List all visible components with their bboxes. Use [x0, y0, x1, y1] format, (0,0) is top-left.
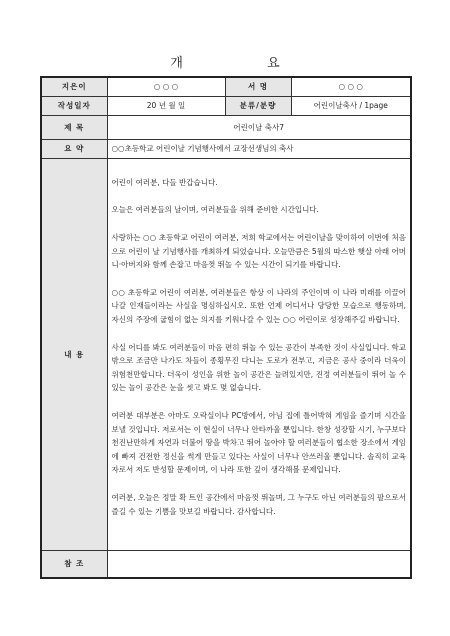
reference-label: 참 조: [41, 550, 107, 578]
author-value: ○ ○ ○: [107, 77, 225, 96]
reference-row: [41, 550, 411, 578]
title-row: [41, 115, 411, 139]
content-row: [41, 158, 411, 550]
content-paragraph: 어린이 여러분, 다들 반갑습니다.: [111, 177, 218, 187]
author-label: 지은이: [41, 77, 107, 96]
content-label: 내 용: [41, 158, 107, 550]
category-value: 어린이날축사 / 1page: [291, 96, 411, 115]
title-value: 어린이날 축사7: [107, 115, 411, 139]
content-paragraph: 여러분, 오늘은 정말 확 트인 공간에서 마음껏 뛰놀며, 그 누구도 아닌 여러분들의 팔으로서 즐길 수 있는 기쁨을 맛보길 바랍니다. 감사합니다.: [111, 492, 406, 516]
title-label: 제 목: [41, 115, 107, 139]
content-paragraph: 여러분 대부분은 아마도 오락실이나 PC방에서, 아님 집에 틀어박혀 게임을 즐기며 시간을 보낼 것입니다. 저로서는 이 현실이 너무나 안타까울 뿐입니다. 한창 성장할 시기, 누구보다 천진난만하게 자연과 더불어 땅을 박차고 뛰어 놀아야 할 여러분들이 협소한 장소에서 게임에 빠져 건전한 정신을 썩게 만들고 있다는 사실이 너무나 안쓰러울 뿐입니다. 솔직히 교육자로서 저도 반성할 문제이며, 이 나라 또한 깊이 생각해볼 문제입니다.: [111, 410, 406, 475]
content-paragraph: 사랑하는 ○○ 초등학교 어린이 여러분, 저희 학교에서는 어린이날을 맞이하여 이번에 처음으로 어린이 날 기념행사를 개최하게 되었습니다. 오늘만큼은 5월의 따스한 햇살 아래 어머니·아버지와 함께 손잡고 마음껏 뛰놀 수 있는 시간이 되기를 바랍니다.: [111, 233, 406, 270]
content-paragraph: ○○ 초등학교 어린이 여러분, 여러분들은 항상 이 나라의 주인이며 이 나라 미래를 이끌어나갈 인재들이라는 사실을 명심하십시오. 또한 언제 어디서나 당당한 모습으로 행동하며, 자신의 주장에 굽힘이 없는 의지를 키워나갈 수 있는 ○○ 어린이로 성장해주길 바랍니다.: [111, 287, 406, 325]
book-name-label: 서 명: [225, 77, 291, 96]
reference-value: [107, 550, 411, 578]
date-label: 작성일자: [41, 96, 107, 115]
content-paragraph: 사실 어디를 봐도 여러분들이 마음 편히 뛰놀 수 있는 공간이 부족한 것이 사실입니다. 학교 밖으로 조금만 나가도 차들이 종횡무진 다니는 도로가 전부고, 지금은 공사 중이라 더욱이 위험천만합니다. 더욱이 성인을 위한 놀이 공간은 늘려있지만, 진정 여러분들이 뛰어 놀 수 있는 놀이 공간은 눈을 씻고 봐도 몇 없습니다.: [111, 342, 406, 393]
summary-label: 요 약: [41, 139, 107, 158]
book-name-value: ○ ○ ○: [291, 77, 411, 96]
category-label: 분류/분량: [225, 96, 291, 115]
content-paragraph: 오늘은 여러분들의 날이며, 여러분들을 위해 준비한 시간입니다.: [111, 205, 319, 215]
author-row: [41, 77, 411, 96]
outline-form-table: [40, 76, 412, 579]
content-body: [107, 158, 411, 550]
date-row: [41, 96, 411, 115]
summary-value: ○○초등학교 어린이날 기념행사에서 교장선생님의 축사: [107, 139, 411, 158]
summary-row: [41, 139, 411, 158]
date-value: 20 년 월 일: [107, 96, 225, 115]
page-title: 개 요: [170, 56, 320, 71]
